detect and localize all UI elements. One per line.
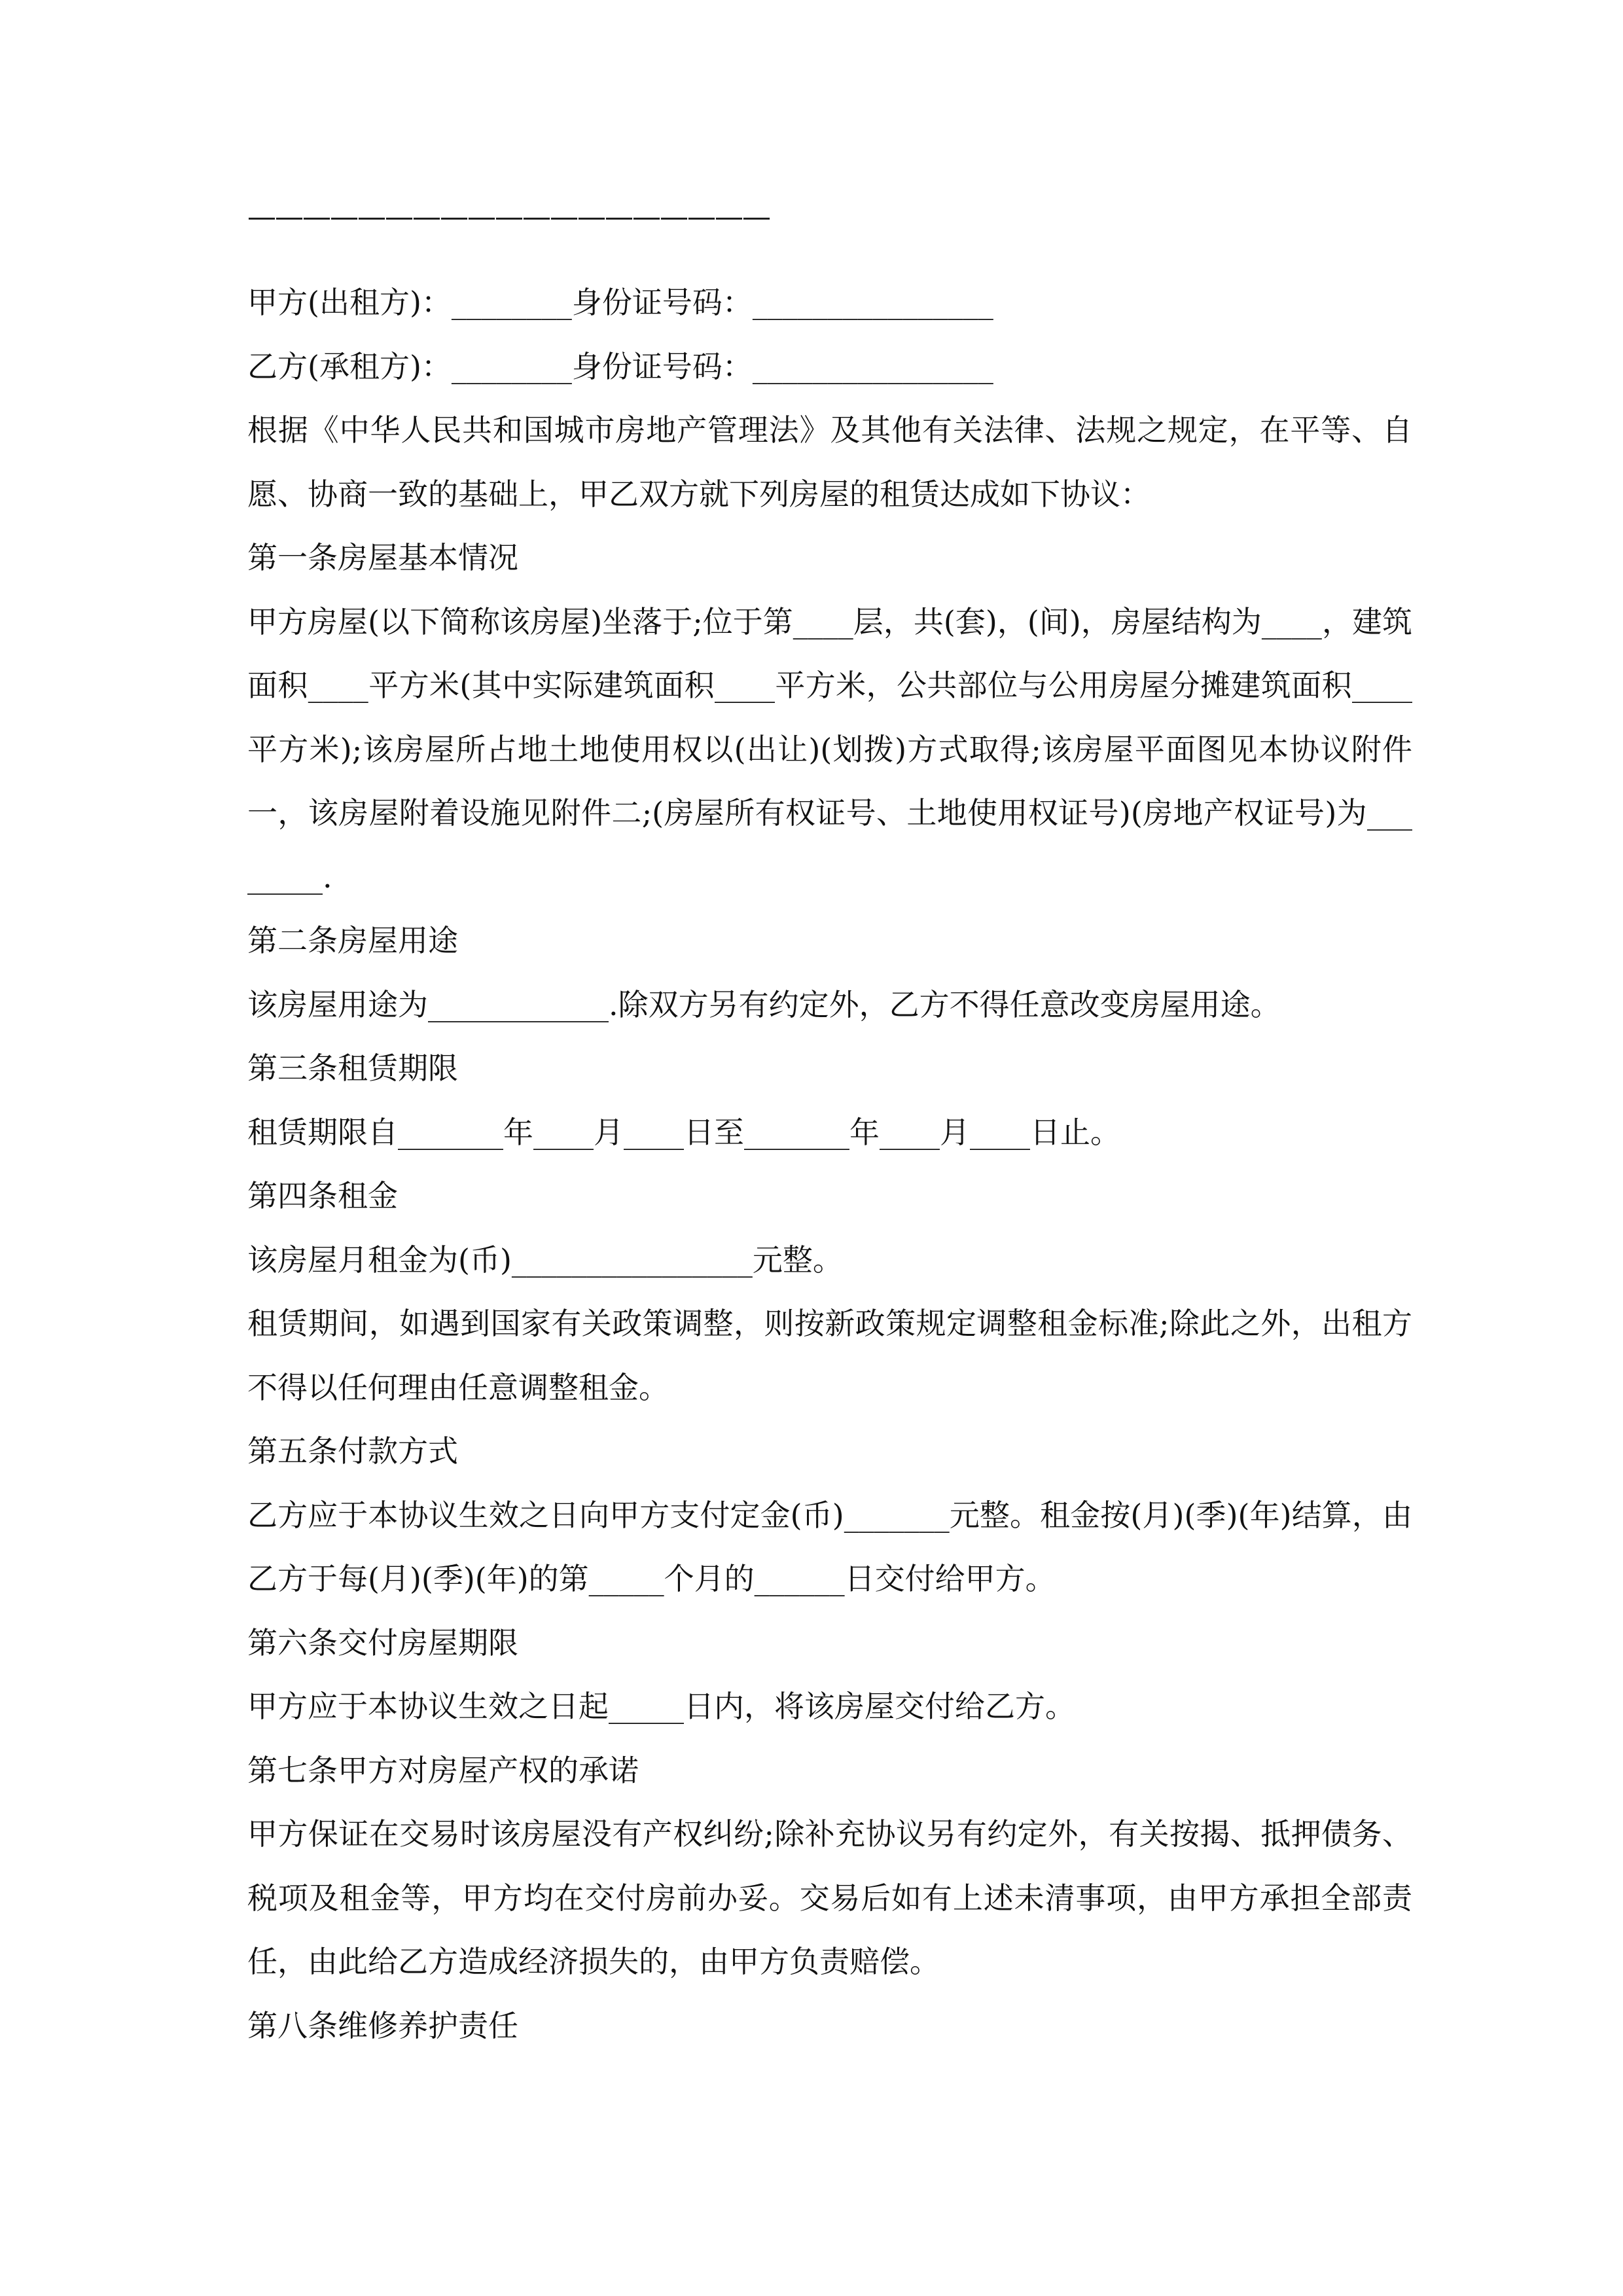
article-2-paragraph: 该房屋用途为____________.除双方另有约定外，乙方不得任意改变房屋用途。 xyxy=(247,986,1281,1022)
party-a-line: 甲方(出租方)：________身份证号码：________________ xyxy=(247,285,993,320)
article-3-heading: 第三条租赁期限 xyxy=(247,1050,458,1086)
article-3-paragraph: 租赁期限自_______年____月____日至_______年____月____日止。 xyxy=(247,1114,1120,1150)
article-4-heading: 第四条租金 xyxy=(247,1178,398,1213)
article-5-heading: 第五条付款方式 xyxy=(247,1433,458,1469)
top-rule: ——————————————————— xyxy=(247,200,770,234)
article-2-heading: 第二条房屋用途 xyxy=(247,923,458,958)
preamble-paragraph: 根据《中华人民共和国城市房地产管理法》及其他有关法律、法规之规定，在平等、自愿、协商一致的基础上，甲乙双方就下列房屋的租赁达成如下协议： xyxy=(247,412,1412,512)
article-7-heading: 第七条甲方对房屋产权的承诺 xyxy=(247,1752,639,1788)
article-7-paragraph: 甲方保证在交易时该房屋没有产权纠纷;除补充协议另有约定外，有关按揭、抵押债务、税项及租金等，甲方均在交付房前办妥。交易后如有上述未清事项，由甲方承担全部责任，由此给乙方造成经济损失的，由甲方负责赔偿。 xyxy=(247,1816,1412,1979)
document-page xyxy=(247,200,1412,2058)
article-5-paragraph: 乙方应于本协议生效之日向甲方支付定金(币)_______元整。租金按(月)(季)(年)结算，由乙方于每(月)(季)(年)的第_____个月的______日交付给甲方。 xyxy=(247,1497,1412,1596)
article-8-heading: 第八条维修养护责任 xyxy=(247,2007,518,2043)
article-6-paragraph: 甲方应于本协议生效之日起_____日内，将该房屋交付给乙方。 xyxy=(247,1689,1075,1724)
article-1-paragraph: 甲方房屋(以下简称该房屋)坐落于;位于第____层，共(套)，(间)，房屋结构为____，建筑面积____平方米(其中实际建筑面积____平方米，公共部位与公用房屋分摊建筑面积____平方米);该房屋所占地土地使用权以(出让)(划拨)方式取得;该房屋平面图见本协议附件一，该房屋附着设施见附件二;(房屋所有权证号、土地使用权证号)(房地产权证号)为________. xyxy=(247,603,1412,895)
article-4-paragraph-2: 租赁期间，如遇到国家有关政策调整，则按新政策规定调整租金标准;除此之外，出租方不得以任何理由任意调整租金。 xyxy=(247,1306,1412,1405)
article-1-heading: 第一条房屋基本情况 xyxy=(247,540,518,575)
party-b-line: 乙方(承租方)：________身份证号码：________________ xyxy=(247,348,993,384)
article-4-paragraph-1: 该房屋月租金为(币)________________元整。 xyxy=(247,1242,843,1278)
article-6-heading: 第六条交付房屋期限 xyxy=(247,1624,518,1660)
